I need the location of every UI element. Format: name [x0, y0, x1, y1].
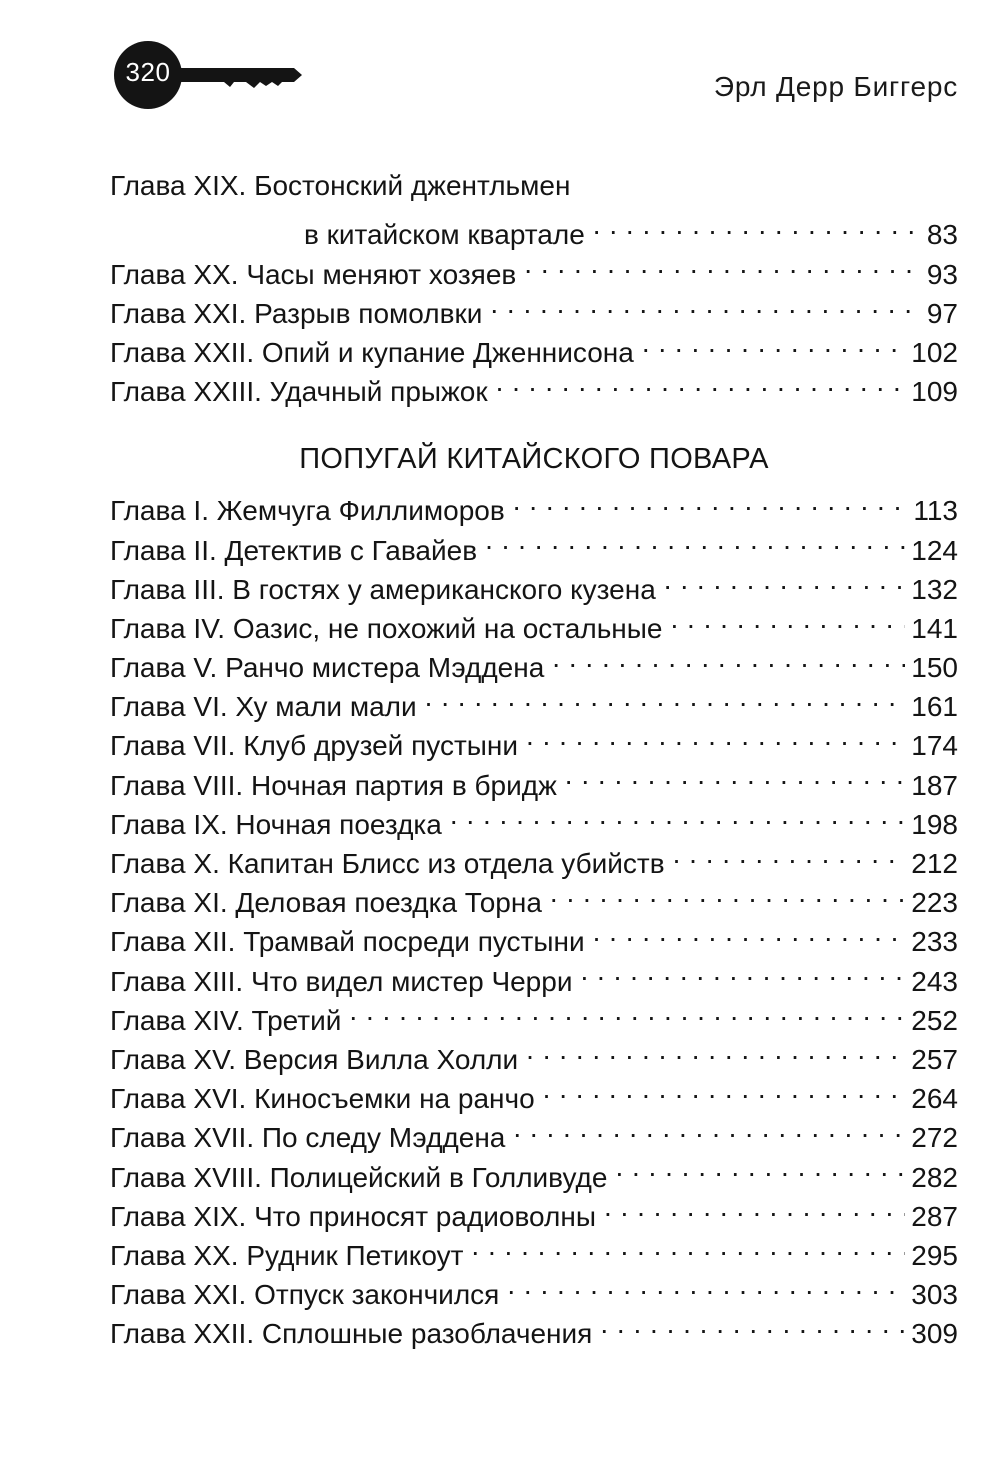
toc-entry-title: Глава XV. Версия Вилла Холли	[110, 1043, 519, 1075]
toc-entry-title: Глава II. Детектив с Гавайев	[110, 534, 478, 566]
toc-entry	[110, 166, 958, 205]
toc-entry-title: Глава XXIII. Удачный прыжок	[110, 376, 488, 408]
dot-leader	[450, 795, 905, 834]
toc-entry-title: Глава XXII. Сплошные разоблачения	[110, 1318, 593, 1350]
toc-entry-page: 198	[911, 808, 958, 840]
toc-entry-title: Глава VIII. Ночная партия в бридж	[110, 769, 557, 801]
toc-entry-title: Глава XIX. Бостонский джентльмен	[110, 170, 571, 201]
toc-entry-continuation	[110, 205, 958, 251]
dot-leader	[552, 638, 905, 677]
dot-leader	[471, 1226, 905, 1265]
toc-entry-title: Глава XI. Деловая поездка Торна	[110, 887, 542, 919]
toc-entry-page: 174	[911, 730, 958, 762]
dot-leader	[507, 1265, 905, 1304]
dot-leader	[349, 991, 905, 1030]
dot-leader	[485, 520, 905, 559]
toc-entry-title: Глава XVI. Киносъемки на ранчо	[110, 1083, 535, 1115]
toc-entry-title: Глава VII. Клуб друзей пустыни	[110, 730, 518, 762]
toc-entry-title: Глава XX. Часы меняют хозяев	[110, 258, 517, 290]
toc-entry-page: 109	[911, 376, 958, 408]
toc-entry-title: Глава XIX. Что приносят радиоволны	[110, 1200, 596, 1232]
toc-entry-title: Глава VI. Ху мали мали	[110, 691, 417, 723]
toc-entry-page: 303	[911, 1279, 958, 1311]
toc-entry-title: Глава I. Жемчуга Филлиморов	[110, 495, 505, 527]
toc-entry-title: Глава III. В гостях у американского кузена	[110, 573, 656, 605]
dot-leader	[524, 244, 921, 283]
dot-leader	[513, 1108, 905, 1147]
toc-entry-page: 264	[911, 1083, 958, 1115]
dot-leader	[593, 912, 906, 951]
toc-entry-page: 150	[911, 652, 958, 684]
toc-entry-page: 161	[911, 691, 958, 723]
dot-leader	[593, 205, 921, 244]
toc-entry-page: 97	[926, 297, 958, 329]
dot-leader	[600, 1304, 905, 1343]
dot-leader	[425, 677, 906, 716]
toc-entry-page: 257	[911, 1043, 958, 1075]
toc-entry-title: Глава XIII. Что видел мистер Черри	[110, 965, 573, 997]
dot-leader	[673, 834, 906, 873]
dot-leader	[550, 873, 905, 912]
toc-entry-page: 295	[911, 1239, 958, 1271]
toc-section-2	[110, 481, 958, 1350]
dot-leader	[604, 1187, 905, 1226]
toc-entry-page: 83	[926, 219, 958, 251]
toc-entry-page: 252	[911, 1004, 958, 1036]
toc-entry-page: 282	[911, 1161, 958, 1193]
toc-entry-page: 187	[911, 769, 958, 801]
toc-entry-title: Глава XVII. По следу Мэддена	[110, 1122, 506, 1154]
toc-entry-page: 93	[926, 258, 958, 290]
page-number: 320	[125, 57, 171, 87]
dot-leader	[513, 481, 908, 520]
toc-entry-page: 233	[911, 926, 958, 958]
dot-leader	[565, 755, 905, 794]
toc-entry-title: Глава XVIII. Полицейский в Голливуде	[110, 1161, 608, 1193]
dot-leader	[490, 284, 921, 323]
dot-leader	[615, 1147, 905, 1186]
toc-entry-title: Глава XXI. Разрыв помолвки	[110, 297, 483, 329]
toc-entry-title: Глава IV. Оазис, не похожий на остальные	[110, 612, 663, 644]
toc-entry-title: Глава XII. Трамвай посреди пустыни	[110, 926, 585, 958]
toc-entry-title: Глава V. Ранчо мистера Мэддена	[110, 652, 545, 684]
toc-section-1	[110, 166, 958, 408]
toc-entry-title: Глава XXII. Опий и купание Дженнисона	[110, 336, 634, 368]
dot-leader	[526, 1030, 905, 1069]
toc-entry	[110, 481, 958, 527]
dot-leader	[664, 560, 906, 599]
dot-leader	[526, 716, 905, 755]
dot-leader	[670, 599, 905, 638]
toc-entry-page: 243	[911, 965, 958, 997]
toc-entry-page: 212	[911, 848, 958, 879]
toc-entry-page: 141	[911, 612, 958, 644]
toc-entry-page: 223	[911, 887, 958, 919]
dot-leader	[580, 951, 905, 990]
table-of-contents	[110, 166, 958, 1350]
toc-entry-title: Глава X. Капитан Блисс из отдела убийств	[110, 848, 665, 879]
toc-entry-page: 272	[911, 1122, 958, 1154]
toc-entry-title: Глава XXI. Отпуск закончился	[110, 1279, 500, 1311]
page-header	[0, 0, 1000, 130]
toc-entry-title: Глава IX. Ночная поездка	[110, 808, 442, 840]
toc-entry-title: Глава XIV. Третий	[110, 1004, 342, 1036]
running-head-author: Эрл Дерр Биггерс	[713, 71, 958, 102]
toc-entry-page: 113	[913, 495, 958, 527]
toc-entry-page: 102	[911, 336, 958, 368]
toc-entry-page: 287	[911, 1200, 958, 1232]
section-heading: ПОПУГАЙ КИТАЙСКОГО ПОВАРА	[299, 443, 769, 476]
toc-entry-page: 124	[911, 534, 958, 566]
toc-entry-page: 132	[911, 573, 958, 605]
toc-entry-title: в китайском квартале	[304, 219, 585, 251]
dot-leader	[496, 362, 906, 401]
toc-entry-page: 309	[911, 1318, 958, 1350]
dot-leader	[543, 1069, 906, 1108]
toc-entry-title: Глава XX. Рудник Петикоут	[110, 1239, 464, 1271]
dot-leader	[642, 323, 905, 362]
